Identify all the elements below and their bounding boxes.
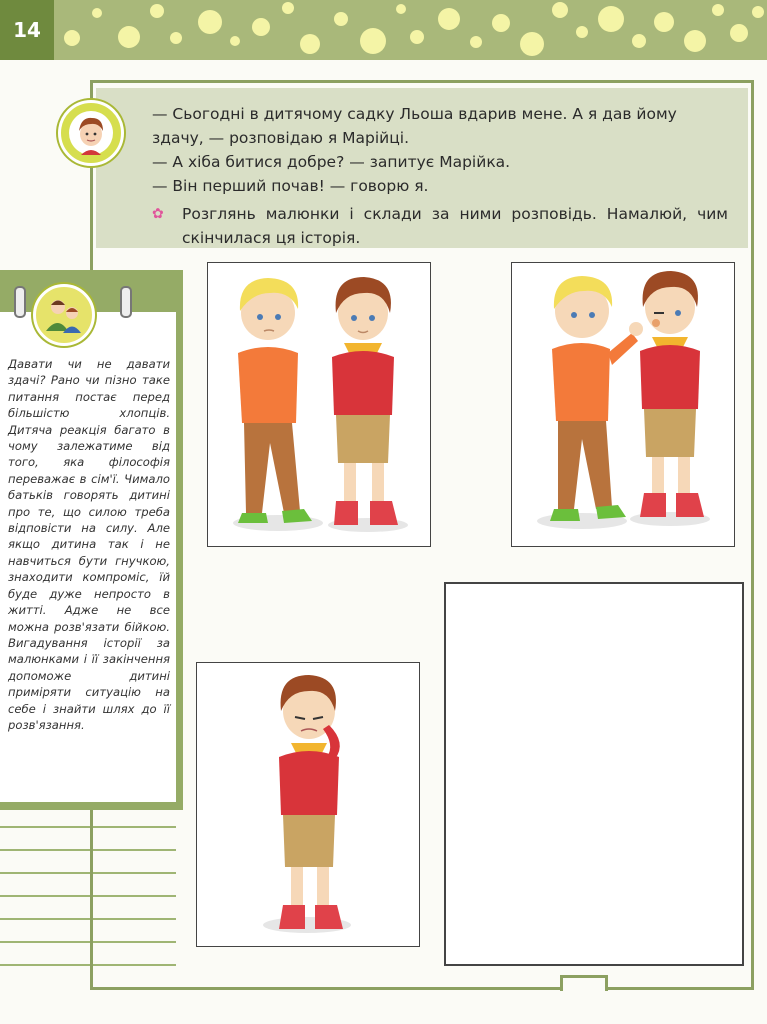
parent-tip-text: Давати чи не давати здачі? Рано чи пізно таке питання постає перед більшістю хлопців. Дитяча реакція багато в чому залежатиме від того, яка філософія переважає в сім'ї. Чимало батьків говорять дитині про те, що силою треба відповісти на силу. Але якщо дитина так і не навчиться бути гнучкою, знаходити компроміс, їй буде дуже непросто в житті. Адже не все можна розв'язати бійкою. Вигадування історії за малюнками і її закінчення допоможе дитині приміряти ситуацію на себе і знайти шлях до її розв'язання.	[0, 312, 176, 802]
dialogue-line: — Сьогодні в дитячому садку Льоша вдарив мене. А я дав йому здачу, — розповідаю я Марійці.	[152, 105, 677, 147]
flower-icon: ✿	[152, 206, 164, 222]
parent-tip-card	[0, 270, 183, 810]
task-text: Розглянь малюнки і склади за ними розповідь. Намалюй, чим скінчилася ця історія.	[182, 205, 728, 247]
drawing-area[interactable]	[444, 582, 744, 966]
ring-icon	[14, 286, 26, 318]
frame-left-edge	[90, 810, 93, 990]
boy-avatar-icon	[58, 100, 124, 166]
picture-boys-standing	[207, 262, 431, 547]
dialogue-box	[96, 88, 748, 248]
picture-boy-crying	[196, 662, 420, 947]
ring-icon	[120, 286, 132, 318]
header-band	[0, 0, 767, 60]
writing-lines	[0, 826, 176, 987]
dialogue-line: — Він перший почав! — говорю я.	[152, 177, 429, 195]
frame-tab	[560, 975, 608, 991]
task	[152, 202, 728, 250]
parent-child-icon	[33, 284, 95, 346]
page-number: 14	[0, 0, 54, 60]
dialogue-line: — А хіба битися добре? — запитує Марійка.	[152, 153, 511, 171]
picture-boy-hits	[511, 262, 735, 547]
